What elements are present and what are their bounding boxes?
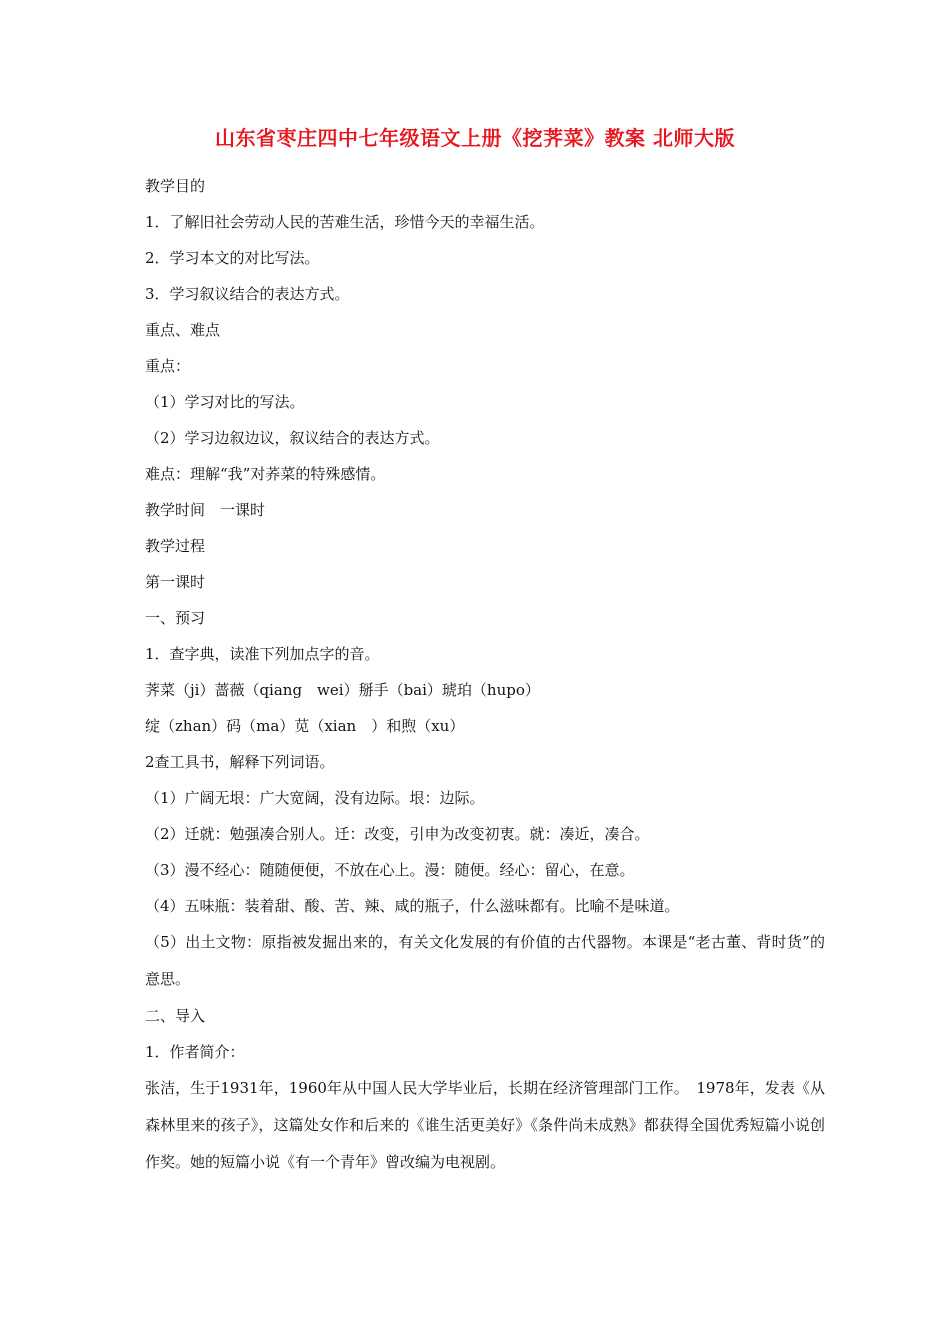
text-line: 教学目的 — [145, 177, 206, 195]
text-line: （4）五味瓶：装着甜、酸、苦、辣、咸的瓶子，什么滋味都有。比喻不是味道。 — [145, 897, 680, 915]
text-line: 难点：理解“我”对荞菜的特殊感情。 — [145, 465, 386, 483]
definition-paragraph: （5）出土文物：原指被发掘出来的，有关文化发展的有价值的古代器物。本课是“老古董、背时货”的意思。 — [145, 933, 825, 988]
text-line: （1）广阔无垠：广大宽阔，没有边际。垠：边际。 — [145, 789, 485, 807]
text-line: 2．学习本文的对比写法。 — [145, 249, 320, 267]
text-line: 教学时间 一课时 — [145, 501, 266, 519]
text-line: 重点、难点 — [145, 321, 221, 339]
text-line: （2）学习边叙边议，叙议结合的表达方式。 — [145, 429, 440, 447]
text-line: （2）迁就：勉强凑合别人。迁：改变，引申为改变初衷。就：凑近，凑合。 — [145, 825, 650, 843]
document-title: 山东省枣庄四中七年级语文上册《挖荠菜》教案 北师大版 — [215, 126, 735, 150]
text-line: （3）漫不经心：随随便便，不放在心上。漫：随便。经心：留心，在意。 — [145, 861, 635, 879]
document-body — [145, 172, 825, 1181]
text-line: 1．查字典，读准下列加点字的音。 — [145, 645, 380, 663]
text-line: 3．学习叙议结合的表达方式。 — [145, 285, 350, 303]
text-line: 2查工具书，解释下列词语。 — [145, 753, 335, 771]
text-line: 1．作者简介： — [145, 1043, 245, 1061]
text-line: 荠菜（ji）蔷薇（qiang wei）掰手（bai）琥珀（hupo） — [145, 681, 540, 699]
text-line: 1．了解旧社会劳动人民的苦难生活，珍惜今天的幸福生活。 — [145, 213, 545, 231]
text-line: 一、预习 — [145, 609, 206, 627]
author-paragraph: 张洁，生于1931年，1960年从中国人民大学毕业后，长期在经济管理部门工作。 1978年，发表《从森林里来的孩子》，这篇处女作和后来的《谁生活更美好》《条件尚未成熟》都获得全国优秀短篇小说创作奖。她的短篇小说《有一个青年》曾改编为电视剧。 — [145, 1079, 825, 1171]
text-line: 第一课时 — [145, 573, 206, 591]
text-line: 二、导入 — [145, 1007, 206, 1025]
text-line: （1）学习对比的写法。 — [145, 393, 305, 411]
text-line: 绽（zhan）码（ma）苋（xian ）和煦（xu） — [145, 717, 465, 735]
text-line: 重点： — [145, 357, 191, 375]
text-line: 教学过程 — [145, 537, 206, 555]
